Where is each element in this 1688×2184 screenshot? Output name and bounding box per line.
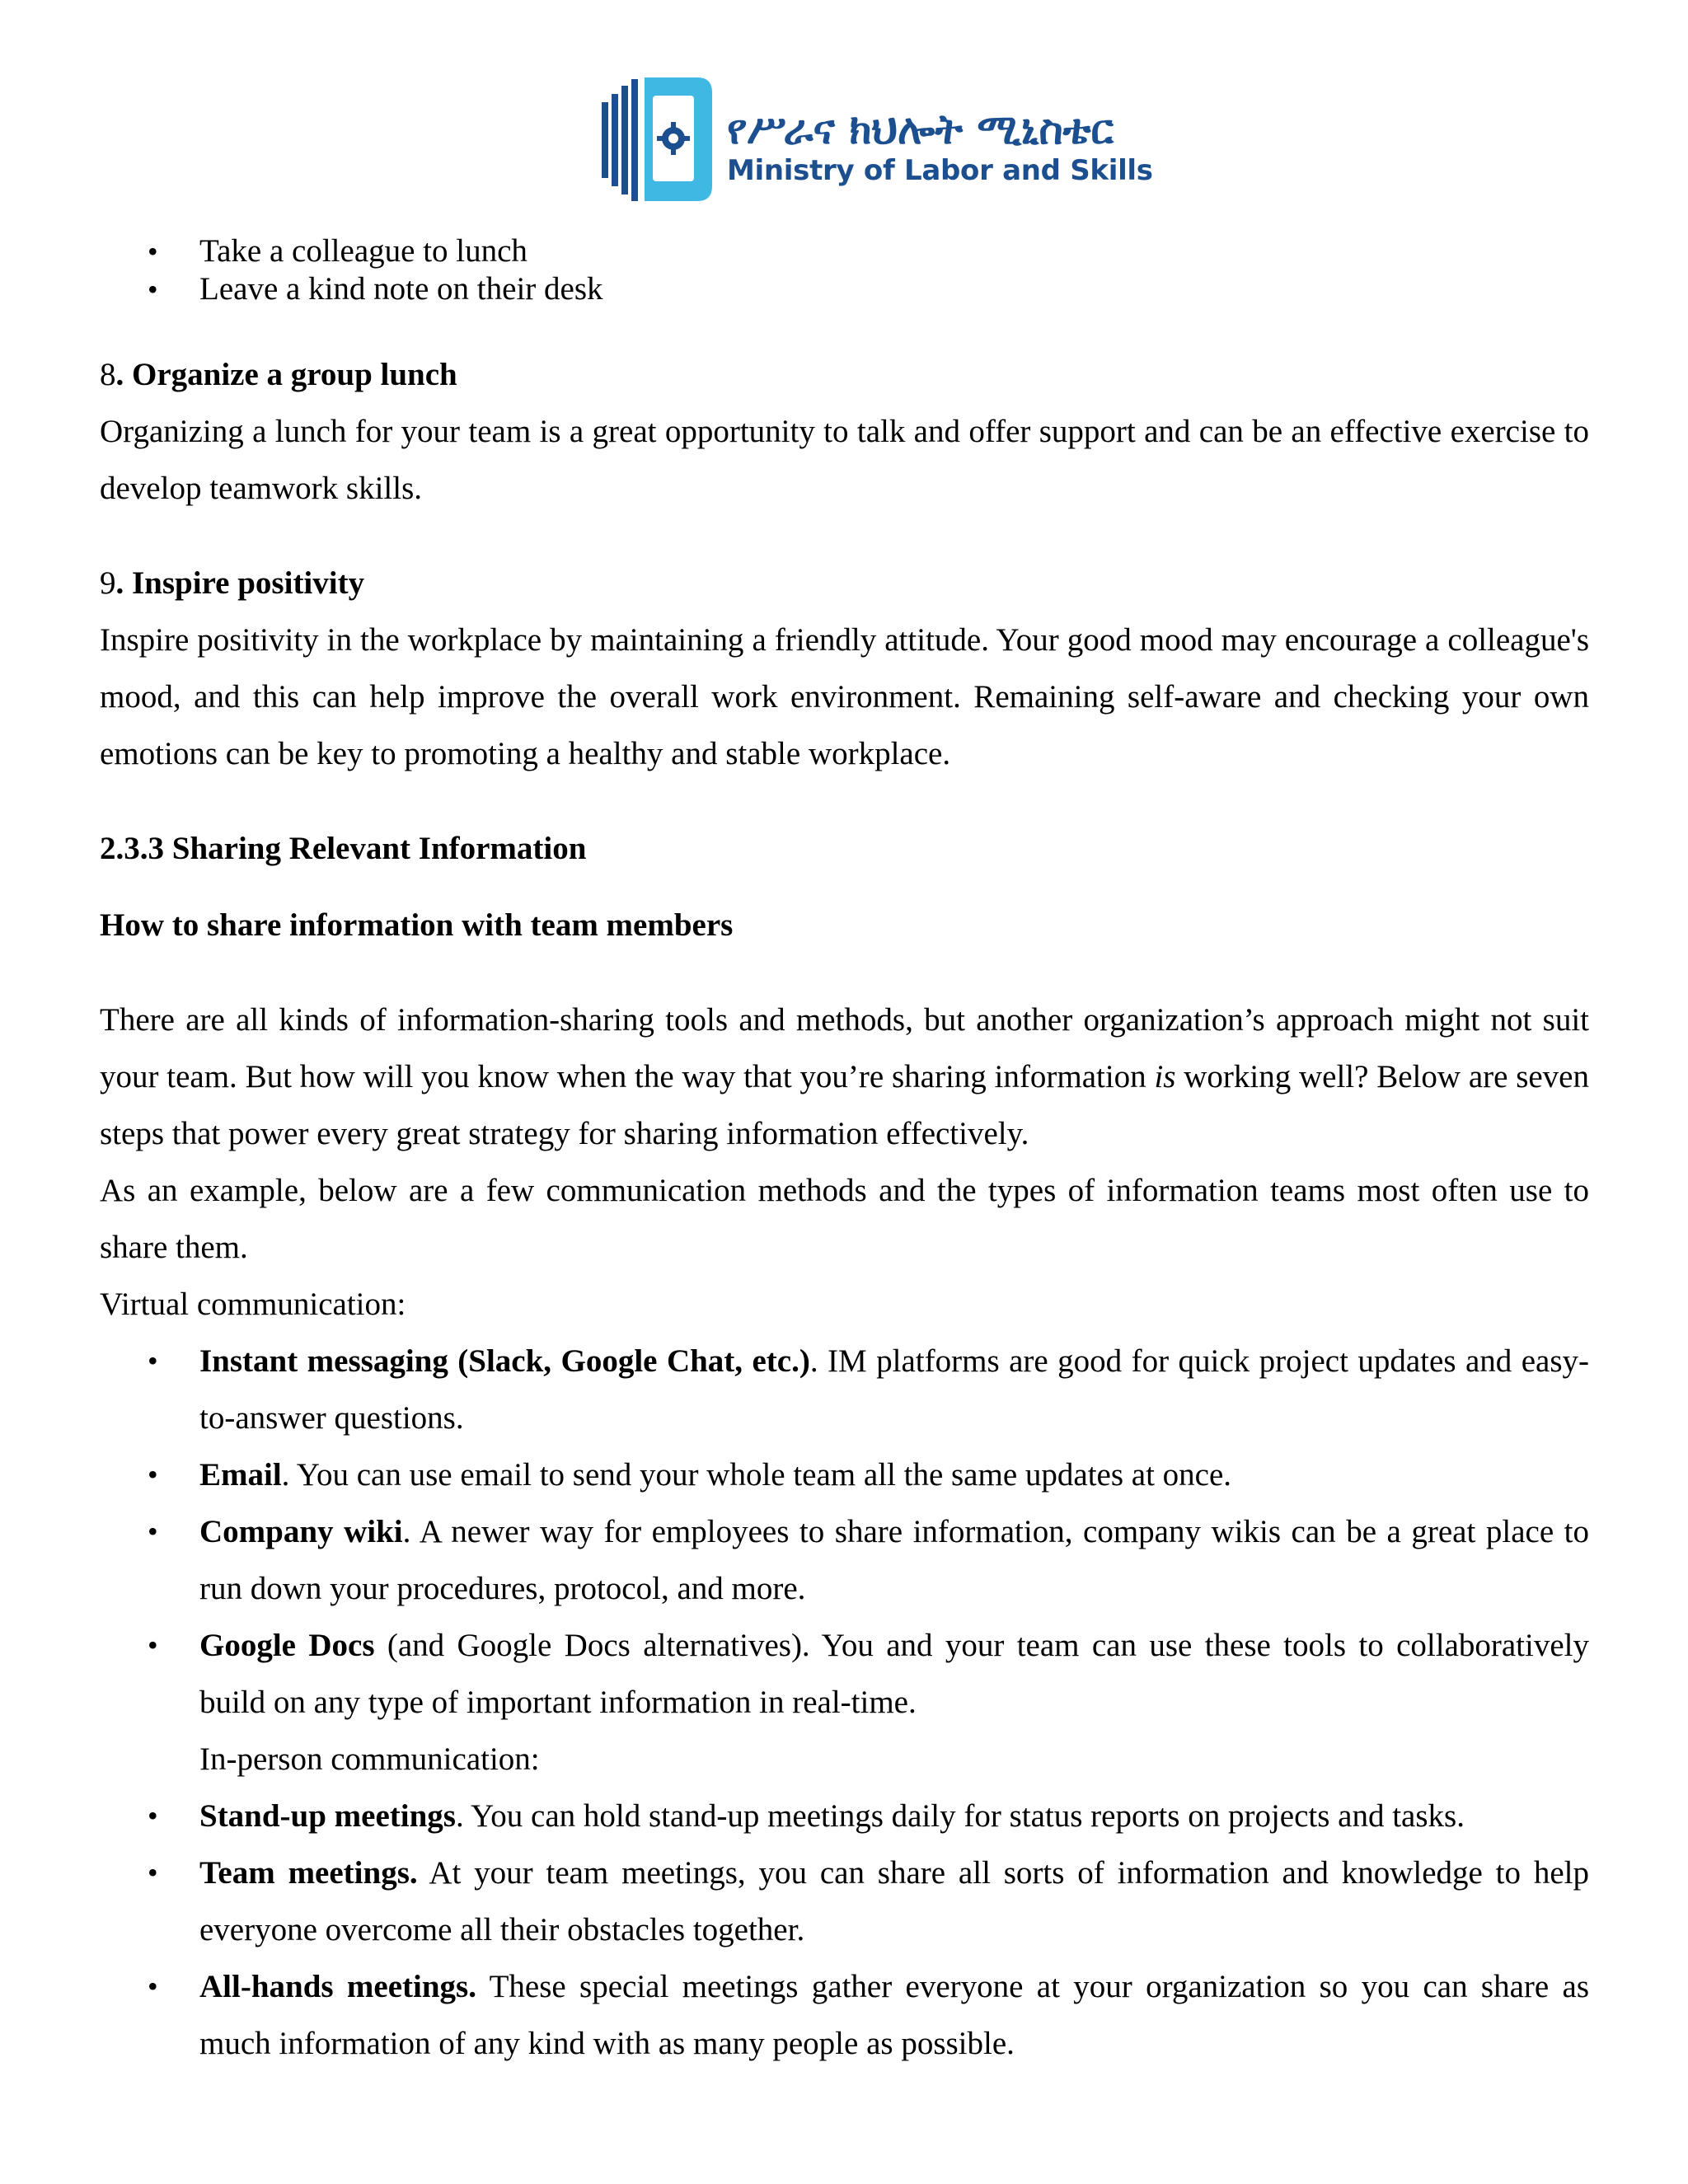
bullet-icon: • [148,273,158,306]
section-title: 2.3.3 Sharing Relevant Information [100,831,587,866]
bullet-icon: • [148,1344,158,1377]
logo-amharic-text: የሥራና ክህሎት ሚኒስቴር [727,105,1114,153]
list-item: • Team meetings. At your team meetings, you can share all sorts of information and knowledge to help everyone overcome all their obstacles together. [100,1844,1589,1958]
list-item: • Google Docs (and Google Docs alternatives). You and your team can use these tools to collaboratively build on any type of important information in real-time. [100,1617,1589,1731]
bullet-icon: • [148,1856,158,1889]
list-item: • Company wiki. A newer way for employees to share information, company wikis can be a great place to run down your procedures, protocol, and more. [100,1503,1589,1617]
intro-paragraph: There are all kinds of information-sharing tools and methods, but another organization’s approach might not suit your team. But how will you know when the way that you’re sharing information is working well? Below are seven steps that power every great strategy for sharing information effectively. [100,1002,1589,1151]
top-bullet-list [100,232,1589,308]
list-item: • Take a colleague to lunch [148,233,528,269]
logo-english-text: Ministry of Labor and Skills [727,154,1153,187]
inperson-list [100,1788,1589,2072]
bullet-icon: • [148,235,158,268]
bullet-icon: • [148,1970,158,2003]
list-item: • All-hands meetings. These special meetings gather everyone at your organization so you can share as much information of any kind with as many people as possible. [100,1958,1589,2072]
bullet-icon: • [148,1799,158,1832]
list-item: • Stand-up meetings. You can hold stand-up meetings daily for status reports on projects and tasks. [100,1788,1589,1844]
virtual-label: Virtual communication: [100,1286,406,1322]
communication-list [100,1333,1589,1731]
ministry-logo [598,73,1153,213]
section-subtitle: How to share information with team members [100,907,734,943]
ministry-logo-icon [598,73,722,204]
list-item: • Instant messaging (Slack, Google Chat, etc.). IM platforms are good for quick project updates and easy-to-answer questions. [100,1333,1589,1446]
document-body [100,232,1589,2072]
inperson-label: In-person communication: [199,1741,540,1777]
bullet-icon: • [148,1629,158,1661]
bullet-icon: • [148,1515,158,1548]
section-9-body: Inspire positivity in the workplace by maintaining a friendly attitude. Your good mood may encourage a colleague's mood, and this can help improve the overall work environment. Remaining self-aware and checking your own emotions can be key to promoting a healthy and stable workplace. [100,622,1589,771]
section-8-heading: 8. Organize a group lunch [100,357,457,392]
list-item: • Email. You can use email to send your whole team all the same updates at once. [100,1446,1589,1503]
section-9-heading: 9. Inspire positivity [100,565,365,601]
section-8-body: Organizing a lunch for your team is a great opportunity to talk and offer support and can be an effective exercise to develop teamwork skills. [100,414,1589,506]
bullet-icon: • [148,1458,158,1491]
list-item: • Leave a kind note on their desk [148,271,603,307]
example-paragraph: As an example, below are a few communication methods and the types of information teams most often use to share them. [100,1173,1589,1265]
